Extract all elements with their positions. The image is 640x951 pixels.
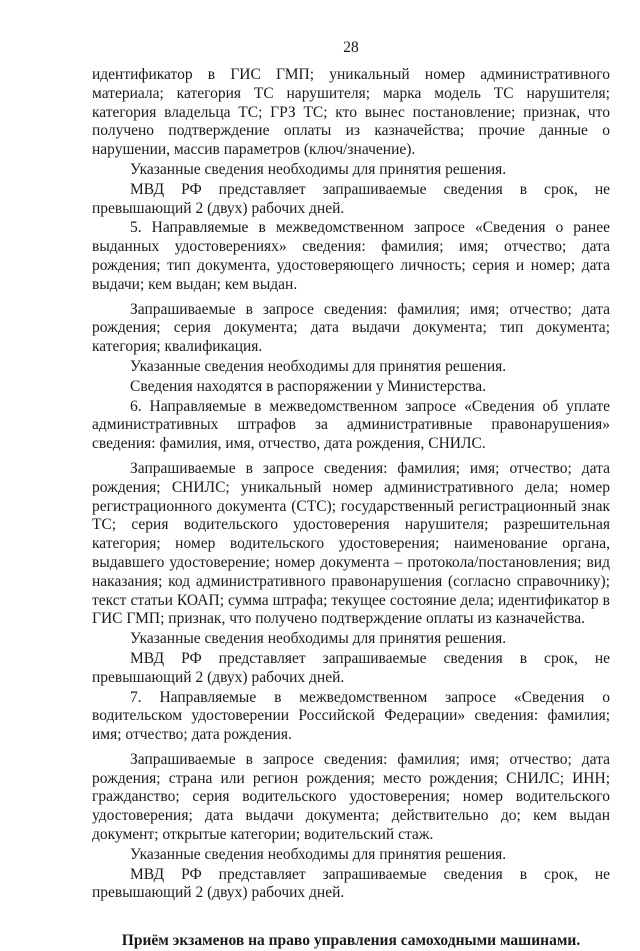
paragraph-necessity-note: Указанные сведения необходимы для принятия решения. <box>130 357 507 375</box>
paragraph-necessity-note: Указанные сведения необходимы для принятия решения. <box>130 160 507 178</box>
paragraph-mvd-deadline: МВД РФ представляет запрашиваемые сведения в срок, не превышающий 2 (двух) рабочих дней. <box>92 649 610 686</box>
paragraph-requested-data-6: Запрашиваемые в запросе сведения: фамилия; имя; отчество; дата рождения; СНИЛС; уникальный номер административного дела; номер регистрационного документа (СТС); государственный регистрационный знак ТС; серия водительского удостоверения нарушителя; разрешительная категория; номер водительского удостоверения; наименование органа, выдавшего удостоверение; номер документа – протокола/постановления; вид наказания; код административного правонарушения (согласно справочнику); текст статьи КОАП; сумма штрафа; текущее состояние дела; идентификатор в ГИС ГМП; признак, что получено подтверждение оплаты из казначейства. <box>92 459 610 628</box>
paragraph-continuation: идентификатор в ГИС ГМП; уникальный номер административного материала; категория ТС нарушителя; марка модель ТС нарушителя; категория владельца ТС; ГРЗ ТС; кто вынес постановление; признак, что получено подтверждение оплаты из казначейства; прочие данные о нарушении, массив параметров (ключ/значение). <box>92 66 610 159</box>
paragraph-necessity-note: Указанные сведения необходимы для принятия решения. <box>130 845 507 863</box>
paragraph-request-5: 5. Направляемые в межведомственном запросе «Сведения о ранее выданных удостоверениях» сведения: фамилия; имя; отчество; дата рождения; тип документа, удостоверяющего личность; серия и номер; дата выдачи; кем выдан; кем выдан. <box>92 219 610 293</box>
paragraph-necessity-note: Указанные сведения необходимы для принятия решения. <box>130 630 507 648</box>
paragraph-ministry-possession: Сведения находятся в распоряжении у Министерства. <box>130 377 486 395</box>
section-heading: Приём экзаменов на право управления самоходными машинами. <box>121 932 581 950</box>
document-page <box>92 38 610 951</box>
page-number: 28 <box>343 39 359 56</box>
paragraph-request-6: 6. Направляемые в межведомственном запросе «Сведения об уплате административных штрафов за административные правонарушения» сведения: фамилия, имя, отчество, дата рождения, СНИЛС. <box>92 397 610 453</box>
paragraph-mvd-deadline: МВД РФ представляет запрашиваемые сведения в срок, не превышающий 2 (двух) рабочих дней. <box>92 180 610 217</box>
paragraph-requested-data-7: Запрашиваемые в запросе сведения: фамилия; имя; отчество; дата рождения; страна или регион рождения; место рождения; СНИЛС; ИНН; гражданство; серия водительского удостоверения; номер водительского удостоверения; дата выдачи документа; действительно до; кем выдан документ; открытые категории; водительский стаж. <box>92 750 610 844</box>
paragraph-requested-data-5: Запрашиваемые в запросе сведения: фамилия; имя; отчество; дата рождения; серия документа; дата выдачи документа; тип документа; категория; квалификация. <box>92 300 610 356</box>
paragraph-mvd-deadline: МВД РФ представляет запрашиваемые сведения в срок, не превышающий 2 (двух) рабочих дней. <box>92 865 610 902</box>
paragraph-request-7: 7. Направляемые в межведомственном запросе «Сведения о водительском удостоверении Российской Федерации» сведения: фамилия; имя; отчество; дата рождения. <box>92 688 610 744</box>
